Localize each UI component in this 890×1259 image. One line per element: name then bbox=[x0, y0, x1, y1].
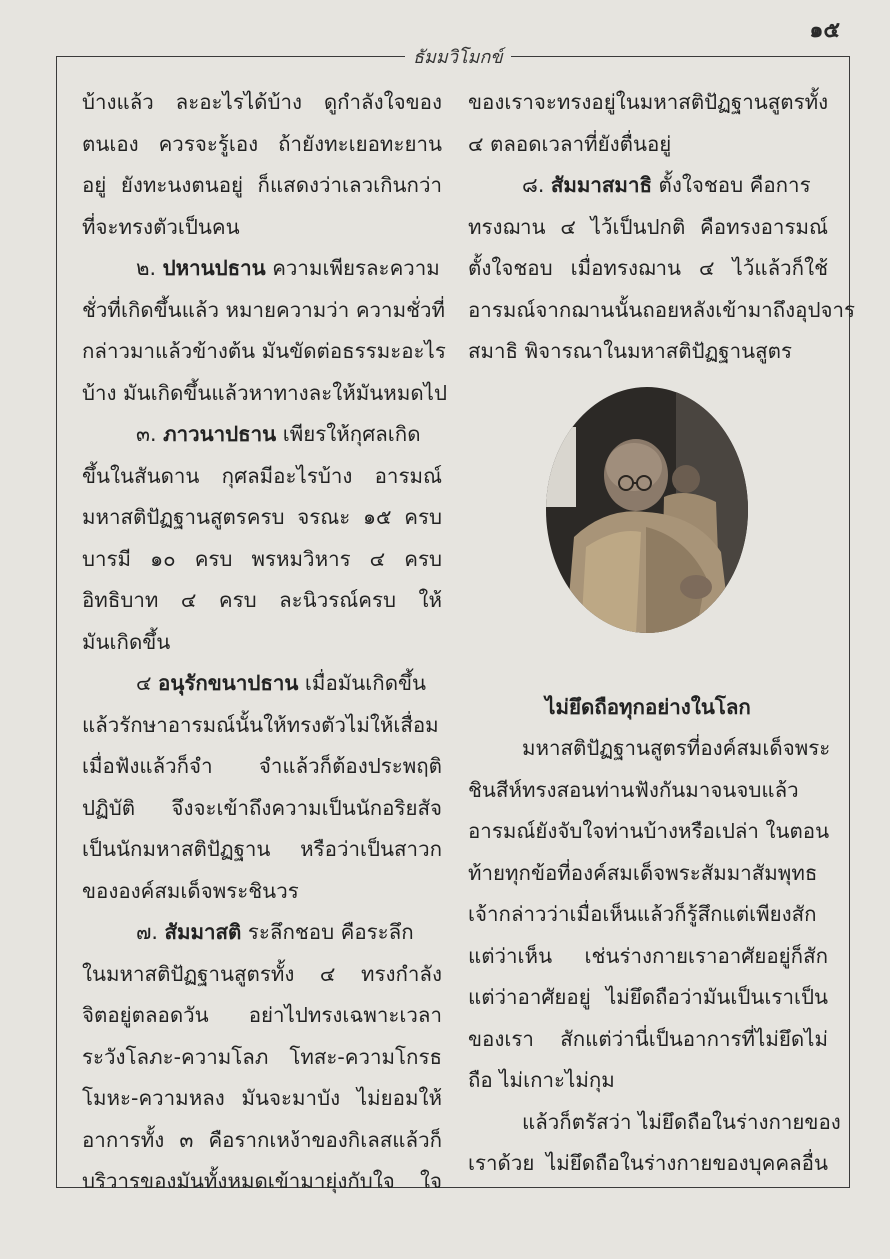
text-line: บารมี ๑๐ ครบ พรหมวิหาร ๔ ครบ bbox=[82, 546, 442, 571]
text-line: ทรงฌาน ๔ ไว้เป็นปกติ คือทรงอารมณ์ bbox=[468, 214, 828, 239]
paragraph-first-line bbox=[82, 663, 442, 705]
text-line: ของเราจะทรงอยู่ในมหาสติปัฏฐานสูตรทั้ง bbox=[468, 90, 829, 114]
term-heading: สัมมาสติ bbox=[164, 920, 242, 944]
text-line: บ้างแล้ว ละอะไรได้บ้าง ดูกำลังใจของ bbox=[82, 90, 442, 114]
term-heading: ปหานปธาน bbox=[162, 256, 266, 280]
text-line: บ้าง มันเกิดขึ้นแล้วหาทางละให้มันหมดไป bbox=[82, 380, 447, 405]
text-line: มหาสติปัฏฐานสูตรที่องค์สมเด็จพระ bbox=[522, 736, 831, 760]
paragraph-first-line bbox=[82, 248, 442, 290]
text-line: อาการทั้ง ๓ คือรากเหง้าของกิเลสแล้วก็ bbox=[82, 1127, 442, 1152]
text-line: อารมณ์ยังจับใจท่านบ้างหรือเปล่า ในตอน bbox=[468, 819, 830, 843]
text-line: ท้ายทุกข้อที่องค์สมเด็จพระสัมมาสัมพุทธ bbox=[468, 860, 818, 885]
text-run: เพียรให้กุศลเกิด bbox=[282, 422, 421, 446]
text-line: อิทธิบาท ๔ ครบ ละนิวรณ์ครบ ให้ bbox=[82, 588, 442, 612]
text-line: ๔ ตลอดเวลาที่ยังตื่นอยู่ bbox=[468, 131, 672, 156]
left-column bbox=[82, 82, 447, 1203]
text-line: ตั้งใจชอบ เมื่อทรงฌาน ๔ ไว้แล้วก็ใช้ bbox=[468, 256, 828, 280]
text-line: เจ้ากล่าวว่าเมื่อเห็นแล้วก็รู้สึกแต่เพียงสัก bbox=[468, 902, 817, 926]
text-line: ที่จะทรงตัวเป็นคน bbox=[82, 214, 240, 239]
text-line: ตนเอง ควรจะรู้เอง ถ้ายังทะเยอทะยาน bbox=[82, 131, 442, 156]
text-line: ขึ้นในสันดาน กุศลมีอะไรบ้าง อารมณ์ bbox=[82, 463, 442, 488]
running-header: ธัมมวิโมกข์ bbox=[405, 42, 511, 71]
text-line: กล่าวมาแล้วข้างต้น มันขัดต่อธรรมะอะไร bbox=[82, 339, 446, 363]
text-line: จิตอยู่ตลอดวัน อย่าไปทรงเฉพาะเวลา bbox=[82, 1003, 442, 1027]
term-heading: สัมมาสมาธิ bbox=[550, 173, 652, 197]
text-line: ขององค์สมเด็จพระชินวร bbox=[82, 878, 299, 903]
text-line: ของเรา สักแต่ว่านี่เป็นอาการที่ไม่ยึดไม่ bbox=[468, 1026, 828, 1051]
monk-photo bbox=[546, 387, 748, 633]
paragraph-first-line bbox=[82, 414, 442, 456]
text-run: เมื่อมันเกิดขึ้น bbox=[304, 671, 427, 695]
text-line: แต่ว่าเห็น เช่นร่างกายเราอาศัยอยู่ก็สัก bbox=[468, 943, 828, 968]
text-line: ปฏิบัติ จึงจะเข้าถึงความเป็นนักอริยสัจ bbox=[82, 795, 442, 820]
item-number: ๒. bbox=[136, 256, 157, 280]
text-line: แต่ว่าอาศัยอยู่ ไม่ยึดถือว่ามันเป็นเราเป็น bbox=[468, 985, 828, 1009]
spacer bbox=[468, 633, 828, 687]
text-run: ระลึกชอบ คือระลึก bbox=[247, 920, 414, 944]
text-line: บริวารของมันทั้งหมดเข้ามายุ่งกับใจ ใจ bbox=[82, 1169, 442, 1193]
item-number: ๘. bbox=[522, 173, 545, 197]
paragraph-first-line bbox=[468, 165, 828, 207]
right-column bbox=[468, 82, 856, 1185]
item-number: ๔ bbox=[136, 671, 152, 695]
text-line: เราด้วย ไม่ยึดถือในร่างกายของบุคคลอื่น bbox=[468, 1151, 828, 1175]
text-line: เป็นนักมหาสติปัฏฐาน หรือว่าเป็นสาวก bbox=[82, 837, 442, 861]
page-number: ๑๕ bbox=[809, 18, 840, 43]
text-run: ความเพียรละความ bbox=[272, 256, 440, 280]
text-line: มหาสติปัฏฐานสูตรครบ จรณะ ๑๕ ครบ bbox=[82, 505, 442, 529]
text-line: อยู่ ยังทะนงตนอยู่ ก็แสดงว่าเลวเกินกว่า bbox=[82, 173, 442, 197]
text-line: ชั่วที่เกิดขึ้นแล้ว หมายความว่า ความชั่วที่ bbox=[82, 297, 446, 322]
text-run: ตั้งใจชอบ คือการ bbox=[658, 173, 811, 197]
monk-illustration bbox=[546, 387, 748, 633]
term-heading: ภาวนาปธาน bbox=[163, 422, 277, 446]
item-number: ๓. bbox=[136, 422, 157, 446]
item-number: ๗. bbox=[136, 920, 158, 944]
text-line: ถือ ไม่เกาะไม่กุม bbox=[468, 1068, 615, 1092]
text-line: แล้วรักษาอารมณ์นั้นให้ทรงตัวไม่ให้เสื่อม bbox=[82, 712, 439, 737]
paragraph-first-line bbox=[82, 912, 442, 954]
text-line: ระวังโลภะ-ความโลภ โทสะ-ความโกรธ bbox=[82, 1044, 442, 1069]
text-line: เมื่อฟังแล้วก็จำ จำแล้วก็ต้องประพฤติ bbox=[82, 754, 442, 778]
section-heading: ไม่ยึดถือทุกอย่างในโลก bbox=[545, 694, 751, 719]
text-line: มันเกิดขึ้น bbox=[82, 629, 171, 654]
text-line: อารมณ์จากฌานนั้นถอยหลังเข้ามาถึงอุปจาร bbox=[468, 297, 856, 322]
text-line: แล้วก็ตรัสว่า ไม่ยึดถือในร่างกายของ bbox=[522, 1109, 841, 1134]
text-line: สมาธิ พิจารณาในมหาสติปัฏฐานสูตร bbox=[468, 339, 792, 363]
text-line: โมหะ-ความหลง มันจะมาบัง ไม่ยอมให้ bbox=[82, 1086, 442, 1110]
term-heading: อนุรักขนาปธาน bbox=[158, 671, 299, 695]
text-line: ชินสีห์ทรงสอนท่านฟังกันมาจนจบแล้ว bbox=[468, 777, 799, 802]
text-line: ในมหาสติปัฏฐานสูตรทั้ง ๔ ทรงกำลัง bbox=[82, 961, 442, 986]
